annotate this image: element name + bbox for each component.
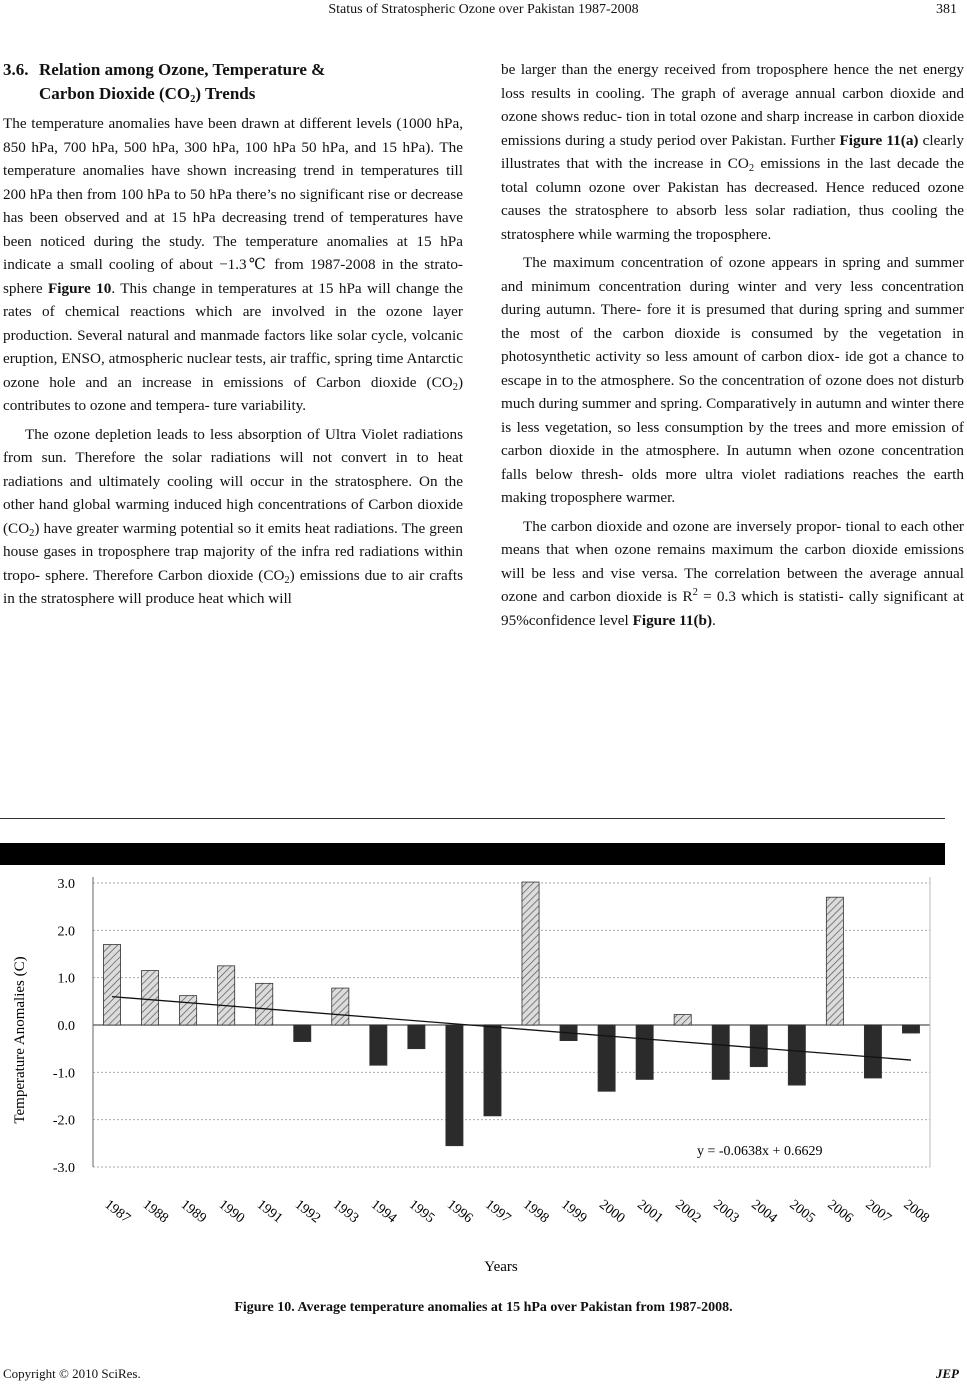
- y-tick-label: -1.0: [52, 1066, 75, 1082]
- right-paragraph-2: The maximum concentration of ozone appears in spring and summer and minimum concentration during winter and very less concentration during autumn. There- fore it is presumed that during spring and summer the most of the carbon dioxide is consumed by the vegetation in photosynthetic activity so less amount of carbon diox- ide got a chance to escape in to the atmosphere. So the concentration of ozone does not disturb much during summer and spring. Comparatively in autumn and winter there is less vegetation, so less consumption by the trees and more emission of carbon dioxide in the atmosphere. In autumn when ozone concentration falls below thresh- olds more ultra violet radiations reaches the earth making troposphere warmer.: [501, 254, 964, 506]
- bar-2007: [864, 1025, 881, 1078]
- bar-1993: [332, 988, 349, 1025]
- left-column: [3, 58, 463, 611]
- bar-1989: [180, 996, 197, 1025]
- x-tick-label: 1999: [558, 1197, 590, 1227]
- running-head: [0, 0, 967, 24]
- x-tick-label: 2000: [596, 1197, 628, 1227]
- x-tick-label: 1987: [101, 1197, 133, 1227]
- y-tick-label: -3.0: [52, 1161, 75, 1176]
- bar-1991: [256, 983, 273, 1025]
- section-title-line1: Relation among Ozone, Temperature &: [39, 60, 326, 79]
- copyright: Copyright © 2010 SciRes.: [3, 1366, 141, 1381]
- right-column: [501, 58, 964, 632]
- y-tick-label: 2.0: [57, 924, 75, 940]
- figure-caption: Figure 10. Average temperature anomalies at 15 hPa over Pakistan from 1987-2008.: [234, 1300, 733, 1315]
- running-title: Status of Stratospheric Ozone over Pakistan 1987-2008: [328, 2, 639, 17]
- x-tick-label: 1988: [139, 1197, 171, 1227]
- bar-1996: [446, 1025, 463, 1146]
- bar-2004: [750, 1025, 767, 1067]
- x-tick-label: 1994: [367, 1197, 400, 1227]
- x-tick-label: 2006: [824, 1197, 856, 1227]
- bar-2002: [674, 1015, 691, 1025]
- bar-1988: [142, 971, 159, 1025]
- right-paragraph-3: The carbon dioxide and ozone are inversely propor- tional to each other means that when ozone remains maximum the carbon dioxide emissions will be less and vise versa. The correlation between the average annual ozone and carbon dioxide is $R^2 = 0.3$ which is statisti- cally significant at 95%confidence level Figure 11(b).: [501, 517, 964, 629]
- left-paragraph-2: The ozone depletion leads to less absorption of Ultra Violet radiations from sun. Therefore the solar radiations will not convert in to heat radiations and ultimately cooling will occur in the stratosphere. On the other hand global warming induced high concentrations of Carbon dioxide $(CO_2)$ have greater warming potential so it emits heat radiations. The green house gases in troposphere trap majority of the infra red radiations within tropo- sphere. Therefore Carbon dioxide $(CO_2)$ emissions due to air crafts in the stratosphere will produce heat which will: [3, 425, 463, 607]
- bar-2003: [712, 1025, 729, 1079]
- x-tick-label: 2007: [862, 1197, 894, 1227]
- y-axis-label: Temperature Anomalies (C): [12, 956, 28, 1124]
- x-tick-label: 2004: [748, 1197, 780, 1227]
- page-number: 381: [936, 2, 957, 17]
- bar-1995: [408, 1025, 425, 1049]
- temperature-anomaly-chart: [0, 843, 945, 1283]
- journal-abbrev: JEP: [935, 1366, 959, 1381]
- figure-ref: Figure 11(b): [632, 611, 713, 629]
- bar-1994: [370, 1025, 387, 1065]
- x-tick-label: 2003: [710, 1197, 742, 1227]
- x-tick-label: 1997: [482, 1197, 514, 1227]
- x-tick-label: 1996: [443, 1197, 476, 1227]
- trendline-equation: y = -0.0638x + 0.6629: [697, 1144, 823, 1159]
- figure-top-band: [0, 843, 945, 865]
- column-divider: [0, 818, 945, 819]
- figure-ref: Figure 11(a): [839, 131, 919, 149]
- section-title-line2: Carbon Dioxide (CO: [39, 84, 191, 103]
- bar-2001: [636, 1025, 653, 1079]
- x-tick-label: 1989: [177, 1197, 209, 1227]
- left-paragraph-1: The temperature anomalies have been drawn at different levels (1000 hPa, 850 hPa, 700 hPa, 500 hPa, 300 hPa, 100 hPa 50 hPa, and 15 hPa). The temperature anomalies have shown increasing trend in temperatures till 200 hPa then from 100 hPa to 50 hPa there’s no significant rise or decrease has been observed and at 15 hPa decreasing trend of temperatures have been noticed during the study. The temperature anomalies at 15 hPa indicate a small cooling of about −1.3℃ from 1987-2008 in the strato- sphere Figure 10. This change in temperatures at 15 hPa will change the rates of chemical reactions which are involved in the ozone layer production. Several natural and manmade factors like solar cycle, volcanic eruption, ENSO, atmospheric nuclear tests, air traffic, spring time Antarctic ozone hole and an increase in emissions of Carbon dioxide $(CO_2)$ contributes to ozone and tempera- ture variability.: [3, 115, 463, 414]
- bar-2008: [902, 1025, 919, 1033]
- x-axis-label: Years: [484, 1259, 518, 1275]
- section-heading: 3.6. Relation among Ozone, Temperature & Carbon Dioxide $(CO_2)$ Trends: [3, 60, 326, 105]
- x-tick-label: 1992: [291, 1197, 324, 1227]
- x-tick-label: 2002: [672, 1197, 704, 1227]
- y-tick-labels: [53, 877, 75, 1176]
- x-tick-label: 1990: [215, 1197, 247, 1227]
- x-tick-label: 1995: [405, 1197, 438, 1227]
- x-tick-labels: [102, 1197, 932, 1226]
- bar-1987: [103, 945, 120, 1025]
- y-tick-label: 3.0: [57, 877, 75, 892]
- right-paragraph-1: be larger than the energy received from troposphere hence the net energy loss results in cooling. The graph of average annual carbon dioxide and ozone shows reduc- tion in total ozone and sharp increase in carbon dioxide emissions during a study period over Pakistan. Further Figure 11(a) clearly illustrates that with the increase in $CO_2$ emissions in the last decade the total column ozone over Pakistan has decreased. Hence reduced ozone causes the stratosphere to absorb less solar radiation, thus cooling the stratosphere while warming the troposphere.: [501, 61, 964, 243]
- x-tick-label: 1991: [253, 1197, 286, 1227]
- bar-1997: [484, 1025, 501, 1116]
- section-number: 3.6.: [3, 60, 29, 79]
- figure-ref: Figure 10: [48, 279, 112, 297]
- y-tick-label: 1.0: [57, 971, 75, 987]
- bar-1992: [294, 1025, 311, 1042]
- x-tick-label: 1998: [520, 1197, 552, 1227]
- bar-1998: [522, 882, 539, 1025]
- bar-2005: [788, 1025, 805, 1085]
- x-tick-label: 1993: [329, 1197, 362, 1227]
- bar-1990: [218, 966, 235, 1025]
- bar-2006: [826, 897, 843, 1025]
- bars: [103, 882, 919, 1146]
- x-tick-label: 2005: [786, 1197, 818, 1227]
- y-tick-label: -2.0: [52, 1113, 75, 1129]
- figure-10: [0, 843, 945, 1283]
- x-tick-label: 2008: [900, 1197, 932, 1227]
- y-tick-label: 0.0: [57, 1019, 75, 1034]
- x-tick-label: 2001: [634, 1197, 666, 1227]
